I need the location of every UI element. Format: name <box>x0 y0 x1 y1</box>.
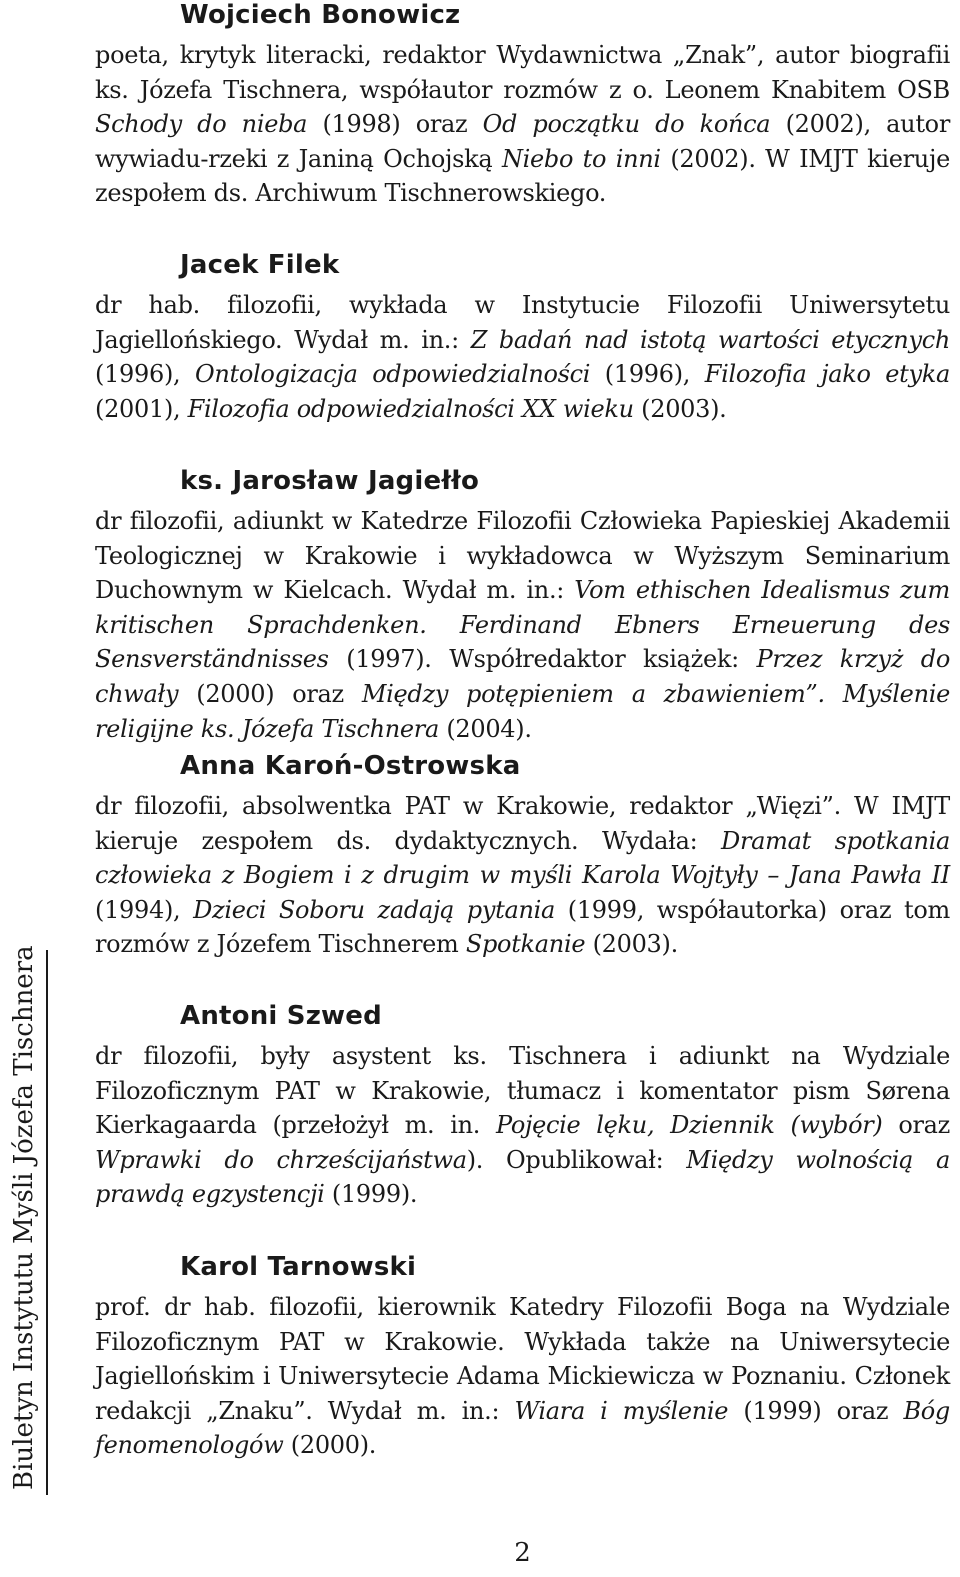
entry-bio <box>95 1290 950 1463</box>
bio-text: (1997). Współredaktor książek: <box>328 645 757 674</box>
work-title: Niebo to inni <box>501 144 661 173</box>
entry-bio <box>95 1039 950 1212</box>
bio-entry-tarnowski <box>95 1252 950 1463</box>
entry-name: ks. Jarosław Jagiełło <box>180 466 480 496</box>
bio-text: poeta, krytyk literacki, redaktor Wydawnictwa „Znak”, autor biografii ks. Józefa Tischnera, współautor rozmów z o. Leonem Knabitem OSB <box>95 41 950 104</box>
bio-text: dr filozofii, były asystent ks. Tischnera i adiunkt na Wydziale Filozoficznym PAT w Krakowie, tłumacz i komentator pism Sørena Kierkagaarda (przełożył m. in. <box>95 1042 950 1140</box>
entry-name: Jacek Filek <box>180 250 340 280</box>
bio-entry-szwed <box>95 1001 950 1212</box>
work-title: Filozofia odpowiedzialności XX wieku <box>187 394 634 423</box>
sidebar-running-title <box>2 945 50 1490</box>
bio-text: (2000) oraz <box>178 679 362 708</box>
work-title: Z badań nad istotą wartości etycznych <box>470 325 950 354</box>
entry-bio <box>95 504 950 746</box>
work-title: Dzieci Soboru zadają pytania <box>193 895 556 924</box>
bio-text: (2001), <box>95 394 188 423</box>
entry-name: Karol Tarnowski <box>180 1252 417 1282</box>
work-title: Dramat spotkania człowieka z Bogiem i z drugim w myśli Karola Wojtyły – Jana Pawła II <box>95 826 950 890</box>
entry-name: Antoni Szwed <box>180 1001 382 1031</box>
bio-text: (1996), <box>95 360 195 389</box>
work-title: Między wolnością a prawdą egzystencji <box>95 1145 950 1209</box>
bio-text: dr hab. filozofii, wykłada w Instytucie Filozofii Uniwersytetu Jagiellońskiego. Wydał m. in.: <box>95 291 950 354</box>
bio-text: (2003). <box>585 930 678 959</box>
bio-text: (2004). <box>439 714 532 743</box>
bio-text: (1994), <box>95 895 194 924</box>
sidebar-rule <box>46 950 48 1495</box>
running-title-text: Biuletyn Instytutu Myśli Józefa Tischnera <box>9 945 39 1490</box>
work-title: Bóg fenomenologów <box>95 1396 950 1460</box>
bio-text: (1998) oraz <box>307 110 483 139</box>
bio-text: (1999, współautorka) oraz tom rozmów z Józefem Tischnerem <box>95 895 950 959</box>
entry-name: Anna Karoń-Ostrowska <box>180 751 521 781</box>
work-title: Od początku do końca <box>482 110 771 139</box>
work-title: Ontologizacja odpowiedzialności <box>194 360 591 389</box>
work-title: Spotkanie <box>465 930 586 959</box>
bio-text: prof. dr hab. filozofii, kierownik Katedry Filozofii Boga na Wydziale Filozoficznym PAT w Krakowie. Wykłada także na Uniwersytecie Jagiellońskim i Uniwersytecie Adama Mickiewicza w Poznaniu. Członek redakcji „Znaku”. Wydał m. in.: <box>95 1293 950 1425</box>
entry-bio <box>95 288 950 426</box>
work-title: Vom ethischen Idealismus zum kritischen Sprachdenken. Ferdinand Ebners Erneuerung des Sensverständnisses <box>95 576 950 674</box>
bio-text: dr filozofii, adiunkt w Katedrze Filozofii Człowieka Papieskiej Akademii Teologicznej w Krakowie i wykładowca w Wyższym Seminarium Duchownym w Kielcach. Wydał m. in.: <box>95 507 950 605</box>
bio-text: ). Opublikował: <box>466 1145 687 1174</box>
bio-entry-jagiello <box>95 466 950 746</box>
bio-text: (2002), autor wywiadu-rzeki z Janiną Ochojską <box>95 110 951 173</box>
bio-text: (1999) oraz <box>728 1396 904 1425</box>
entry-bio <box>95 789 950 962</box>
bio-text: (2003). <box>633 394 727 423</box>
entry-bio <box>95 38 950 211</box>
work-title: Wprawki do chrześcijaństwa <box>95 1145 467 1174</box>
work-title: Wiara i myślenie <box>514 1396 729 1425</box>
work-title: Przez krzyż do chwały <box>95 645 950 708</box>
work-title: Filozofia jako etyka <box>704 360 950 389</box>
work-title: Schody do nieba <box>95 110 308 139</box>
bio-text: (2000). <box>283 1431 377 1460</box>
bio-text: oraz <box>882 1111 951 1140</box>
entry-name: Wojciech Bonowicz <box>180 0 461 30</box>
bio-entry-filek <box>95 250 950 426</box>
bio-text: (2002). W IMJT kieruje zespołem ds. Archiwum Tischnerowskiego. <box>95 144 950 208</box>
bio-entry-bonowicz <box>95 0 950 211</box>
bio-text: (1996), <box>590 360 705 389</box>
work-title: Między potępieniem a zbawieniem”. Myślenie religijne ks. Józefa Tischnera <box>95 679 951 743</box>
work-title: Pojęcie lęku, Dziennik (wybór) <box>495 1111 883 1140</box>
page-number: 2 <box>514 1538 531 1568</box>
bio-text: dr filozofii, absolwentka PAT w Krakowie, redaktor „Więzi”. W IMJT kieruje zespołem ds. dydaktycznych. Wydała: <box>95 792 950 855</box>
bio-text: (1999). <box>324 1180 418 1209</box>
bio-entry-karon-ostrowska <box>95 751 950 962</box>
